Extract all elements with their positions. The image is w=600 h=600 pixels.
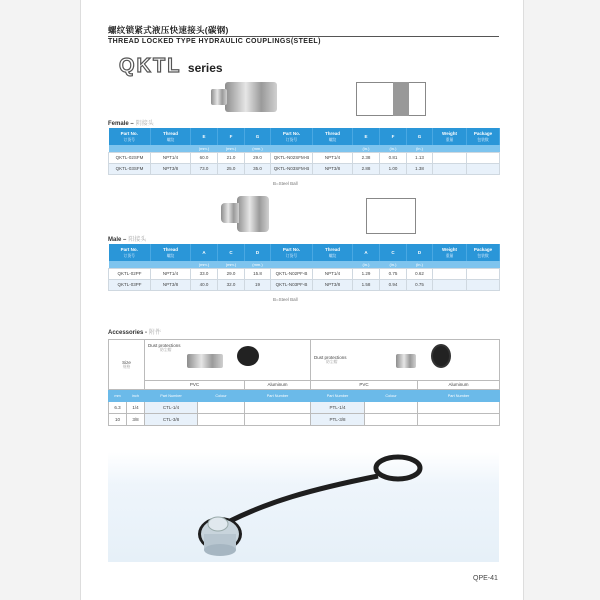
accessories-label: Accessories - [108,330,148,336]
male-label: Male – [108,237,127,243]
col-header: C [380,244,407,261]
female-header-row [109,128,500,145]
accessories-label-cn: 附件 [149,330,162,336]
right-dust-protection-cell: Dust protections 防尘帽 [311,340,500,381]
male-label-cn: 阳接头 [128,237,147,243]
female-dimension-drawing [356,82,426,116]
dust-plug-product-photo [108,452,499,562]
accessories-image-row [109,340,500,381]
female-note: B=Steel Ball [273,181,298,186]
female-section-label [108,118,154,127]
table-row: QKTL-03SFM NPT3/8 73.0 25.0 35.0 QKTL-N03SFM-B NPT3/8 2.88 1.00 1.38 [109,163,500,174]
series-suffix: series [187,61,223,75]
table-row: QKTL-02SFM NPT1/4 60.0 21.0 29.0 QKTL-N02SFM-B NPT1/4 2.38 0.81 1.13 [109,152,500,163]
male-header-row [109,244,500,261]
black-dust-cap-photo [237,346,259,366]
col-header: F [218,128,245,145]
col-header: Package 包装数 [467,244,500,261]
dust-cap-plug-photo [396,354,416,368]
left-dust-protection-cell: Dust protections 防尘帽 [145,340,311,381]
col-header: Thread 螺纹 [151,244,191,261]
title-divider [108,36,499,37]
col-header: G [245,128,271,145]
male-spec-table [108,244,500,291]
series-code: QKTL [119,55,182,77]
col-header: Weight 重量 [433,128,467,145]
female-coupling-photo [225,82,277,112]
col-header: E [191,128,218,145]
dust-plug-illustration [108,452,499,562]
col-header: E [353,128,380,145]
col-header: Thread 螺纹 [151,128,191,145]
col-header: D [407,244,433,261]
table-row: QKTL-02PF NPT1/4 33.0 29.0 15.8 QKTL-N02PF-B NPT1/4 1.29 0.75 0.62 [109,268,500,279]
male-note: B=Steel Ball [273,297,298,302]
female-spec-table [108,128,500,175]
male-dimension-drawing [366,198,416,234]
female-drawing-knurl [393,82,409,116]
male-units-row: (mm.) (mm.) (mm.) (in.) (in.) (in.) [109,261,500,268]
col-header: Part No. 订货号 [109,244,151,261]
col-header: Part No. 订货号 [271,128,313,145]
accessories-section-label [108,327,161,336]
col-header: Part No. 订货号 [271,244,313,261]
col-header: D [245,244,271,261]
male-coupling-nose [221,203,239,223]
size-header: Size 规格 [109,340,145,390]
catalog-page [80,0,524,600]
title-chinese: 螺纹锁紧式液压快速接头(碳钢) [108,25,229,35]
table-row: 10 3/8 CTL-3/8 PTL-3/8 [109,414,500,426]
accessories-header-row: mm inch Part Number Colour Part Number Part Number Colour Part Number [109,390,500,402]
col-header: Package 包装数 [467,128,500,145]
title-english: THREAD LOCKED TYPE HYDRAULIC COUPLINGS(STEEL) [108,38,321,45]
female-label: Female – [108,121,134,127]
page-number: QPE-41 [473,575,498,582]
col-header: G [407,128,433,145]
black-dust-plug-photo [431,344,451,368]
col-header: A [191,244,218,261]
female-label-cn: 阴接头 [135,121,154,127]
female-coupling-thread [211,89,227,105]
accessories-table [108,339,500,426]
material-row: PVC Aluminum PVC Aluminum [109,380,500,389]
col-header: C [218,244,245,261]
table-row: 6.3 1/4 CTL-1/4 PTL-1/4 [109,402,500,414]
male-section-label [108,234,146,243]
col-header: F [380,128,407,145]
col-header: Part No. 订货号 [109,128,151,145]
table-row: QKTL-03PF NPT3/8 40.0 32.0 19 QKTL-N03PF-B NPT3/8 1.58 0.94 0.75 [109,279,500,290]
male-coupling-photo [237,196,269,232]
col-header: Thread 螺纹 [313,128,353,145]
col-header: A [353,244,380,261]
female-units-row: (mm.) (mm.) (mm.) (in.) (in.) (in.) [109,145,500,152]
dust-cap-coupling-photo [187,354,223,368]
col-header: Weight 重量 [433,244,467,261]
series-heading [119,55,223,78]
col-header: Thread 螺纹 [313,244,353,261]
